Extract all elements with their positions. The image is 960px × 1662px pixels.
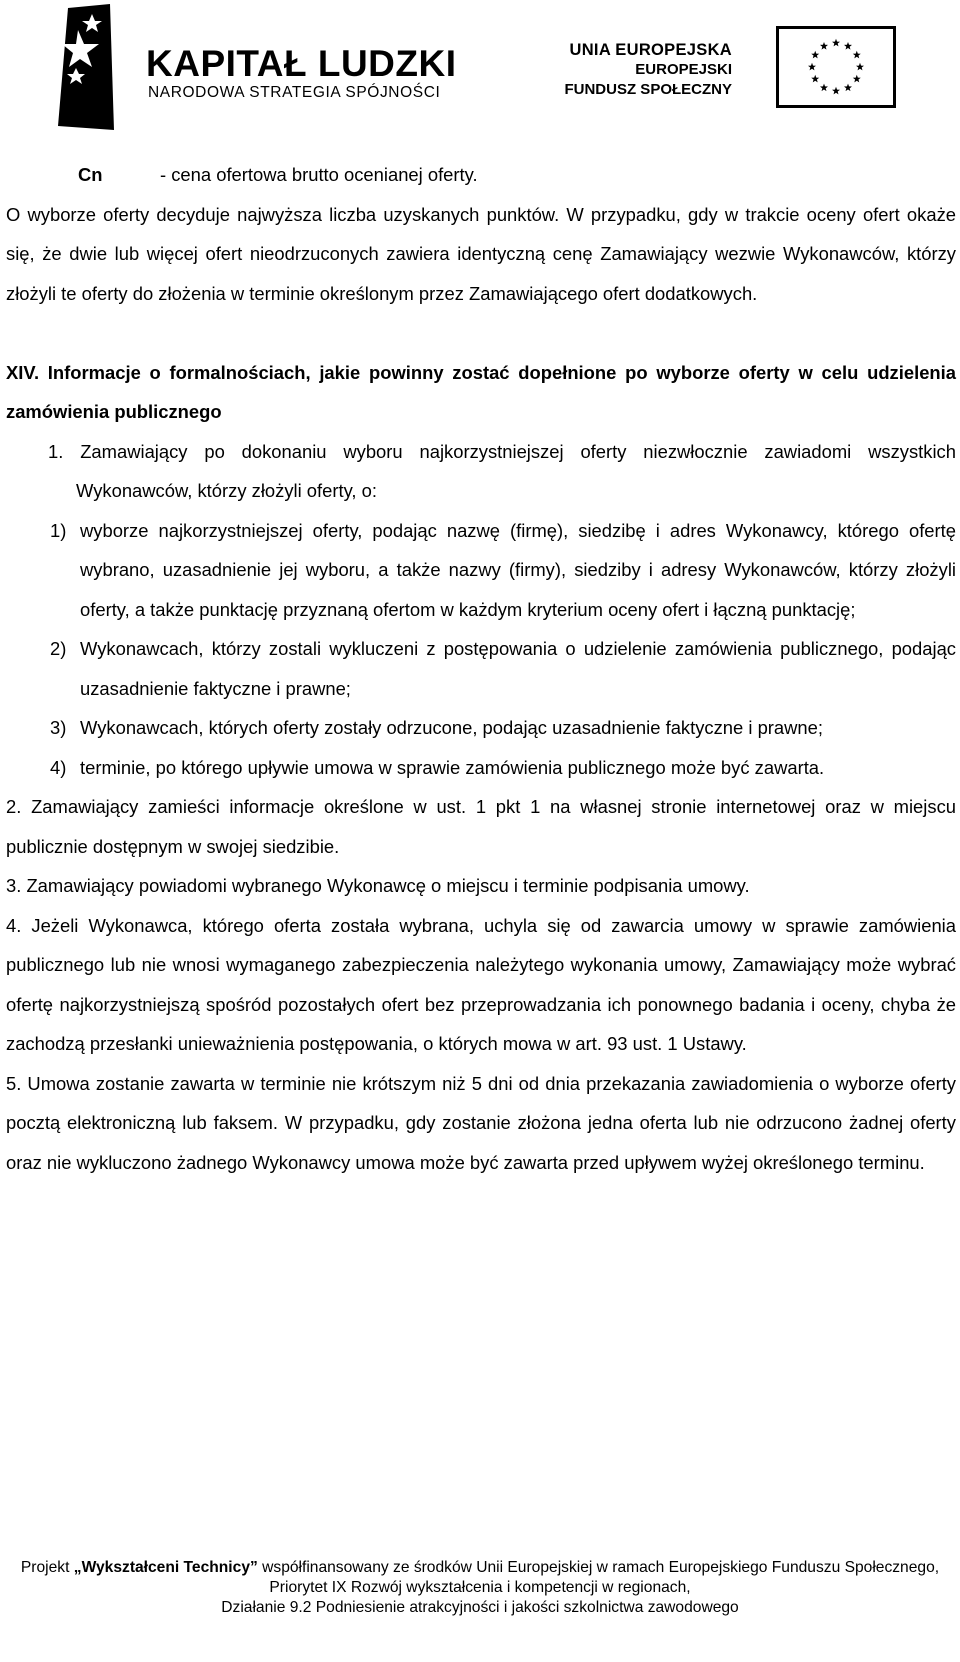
page-footer [0,1558,960,1618]
ue-line-1: UNIA EUROPEJSKA [569,41,732,59]
ue-line-2: EUROPEJSKI [635,61,732,78]
item-5: 5. Umowa zostanie zawarta w terminie nie krótszym niż 5 dni od dnia przekazania zawiadomienia o wyborze oferty pocztą elektroniczną lub faksem. W przypadku, gdy zostanie złożona jedna oferta lub nie odrzucono żadnej oferty oraz nie wykluczono żadnego Wykonawcy umowa może być zawarta przed upływem wyżej określonego terminu. [6,1072,956,1173]
ue-line-3: FUNDUSZ SPOŁECZNY [564,81,732,98]
item-2: 2. Zamawiający zamieści informacje określone w ust. 1 pkt 1 na własnej stronie internetowej oraz w miejscu publicznie dostępnym w swojej siedzibie. [6,796,956,857]
ue-logo-text [564,40,732,100]
list-item: 3) Wykonawcach, których oferty zostały odrzucone, podając uzasadnienie faktyczne i prawne; [50,717,823,738]
section-heading: XIV. Informacje o formalnościach, jakie powinny zostać dopełnione po wyborze oferty w celu udzielenia zamówienia publicznego [6,361,956,422]
project-name: „Wykształceni Technicy” [73,1559,258,1576]
list-item: 1) wyborze najkorzystniejszej oferty, podając nazwę (firmę), siedzibę i adres Wykonawcy, którego ofertę wybrano, uzasadnienie jej wyboru, a także nazwy (firmy), siedziby i adresy Wykonawców, którzy złożyli oferty, a także punktację przyznaną ofertom w każdym kryterium oceny ofert i łączną punktację; [50,519,956,620]
notification-list [6,511,956,788]
cn-symbol: Cn [78,164,103,185]
item-1-text: Zamawiający po dokonaniu wyboru najkorzystniejszej oferty niezwłocznie zawiadomi wszystkich Wykonawców, którzy złożyli oferty, o: [76,440,956,501]
footer-line-2: Priorytet IX Rozwój wykształcenia i kompetencji w regionach, [269,1579,691,1596]
item-3: 3. Zamawiający powiadomi wybranego Wykonawcę o miejscu i terminie podpisania umowy. [6,875,750,896]
selection-paragraph: O wyborze oferty decyduje najwyższa liczba uzyskanych punktów. W przypadku, gdy w trakcie oceny ofert okaże się, że dwie lub więcej ofert nieodrzuconych zawiera identyczną cenę Zamawiający wezwie Wykonawców, którzy złożyli te oferty do złożenia w terminie określonym przez Zamawiającego ofert dodatkowych. [6,203,956,304]
cn-description: - cena ofertowa brutto ocenianej oferty. [160,164,478,185]
list-item: 2) Wykonawcach, którzy zostali wykluczeni z postępowania o udzielenie zamówienia publicznego, podając uzasadnienie faktyczne i prawne; [50,638,956,699]
cn-definition [6,155,956,195]
footer-line-1: Projekt „Wykształceni Technicy” współfinansowany ze środków Unii Europejskiej w ramach Europejskiego Funduszu Społecznego, [20,1559,940,1576]
item-1 [6,432,956,511]
document-body [6,155,956,1182]
kapital-ludzki-subtitle: NARODOWA STRATEGIA SPÓJNOŚCI [148,84,441,101]
item-1-number: 1. [48,440,64,462]
kapital-ludzki-title: KAPITAŁ LUDZKI [146,43,457,84]
footer-line-3: Działanie 9.2 Podniesienie atrakcyjności i jakości szkolnictwa zawodowego [221,1599,739,1616]
eu-flag-icon [776,26,896,108]
item-4: 4. Jeżeli Wykonawca, którego oferta została wybrana, uchyla się od zawarcia umowy w sprawie zamówienia publicznego lub nie wnosi wymaganego zabezpieczenia należytego wykonania umowy, Zamawiający może wybrać ofertę najkorzystniejszą spośród pozostałych ofert bez przeprowadzania ich ponownego badania i oceny, chyba że zachodzą przesłanki unieważnienia postępowania, o których mowa w art. 93 ust. 1 Ustawy. [6,914,956,1054]
kapital-ludzki-logo-icon [58,4,114,130]
list-item: 4) terminie, po którego upływie umowa w sprawie zamówienia publicznego może być zawarta. [50,756,825,778]
